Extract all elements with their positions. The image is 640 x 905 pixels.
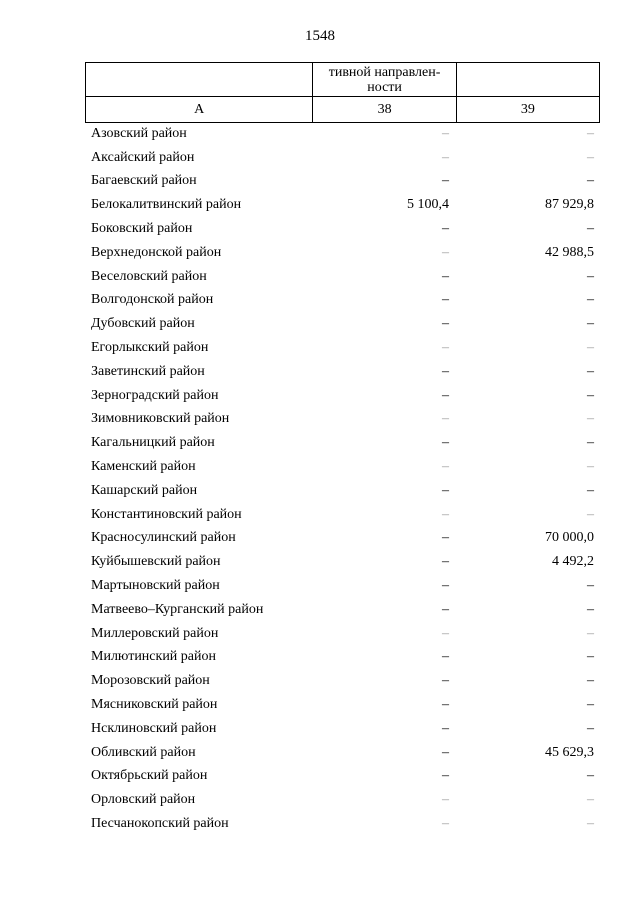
value-col-39: – bbox=[587, 292, 594, 308]
table-row bbox=[85, 455, 600, 479]
district-name: Боковский район bbox=[91, 221, 193, 237]
column-label-a: А bbox=[86, 97, 313, 123]
value-col-38: – bbox=[442, 697, 449, 713]
value-col-38: – bbox=[442, 601, 449, 617]
value-col-39: 4 492,2 bbox=[552, 554, 594, 570]
value-col-39: – bbox=[587, 578, 594, 594]
district-name: Веселовский район bbox=[91, 268, 207, 284]
district-name: Аксайский район bbox=[91, 149, 195, 165]
value-col-38: – bbox=[442, 173, 449, 189]
value-col-39: – bbox=[587, 482, 594, 498]
value-col-39: – bbox=[587, 125, 594, 141]
district-name: Орловский район bbox=[91, 792, 196, 808]
district-name: Кагальницкий район bbox=[91, 435, 215, 451]
district-name: Милютинский район bbox=[91, 649, 217, 665]
table-row bbox=[85, 265, 600, 289]
district-name: Зерноградский район bbox=[91, 387, 219, 403]
table-row bbox=[85, 788, 600, 812]
value-col-39: – bbox=[587, 411, 594, 427]
table-row bbox=[85, 217, 600, 241]
header-38-line1: тивной направлен- bbox=[328, 64, 441, 80]
district-name: Верхнедонской район bbox=[91, 244, 222, 260]
value-col-38: – bbox=[442, 149, 449, 165]
district-name: Октябрьский район bbox=[91, 768, 208, 784]
value-col-39: – bbox=[587, 625, 594, 641]
table-row bbox=[85, 765, 600, 789]
header-cell-38 bbox=[313, 63, 456, 97]
value-col-39: 87 929,8 bbox=[545, 197, 594, 213]
page-number: 1548 bbox=[305, 28, 335, 44]
table-row bbox=[85, 574, 600, 598]
value-col-38: 5 100,4 bbox=[407, 197, 449, 213]
value-col-38: – bbox=[442, 768, 449, 784]
header-cell-a bbox=[86, 63, 313, 97]
value-col-39: – bbox=[587, 768, 594, 784]
value-col-39: – bbox=[587, 649, 594, 665]
value-col-38: – bbox=[442, 221, 449, 237]
header-38-line2: ности bbox=[367, 79, 402, 95]
value-col-39: – bbox=[587, 268, 594, 284]
table-row bbox=[85, 550, 600, 574]
value-col-38: – bbox=[442, 316, 449, 332]
table-row bbox=[85, 241, 600, 265]
value-col-39: – bbox=[587, 221, 594, 237]
value-col-39: 70 000,0 bbox=[545, 530, 594, 546]
district-name: Обливский район bbox=[91, 744, 196, 760]
value-col-38: – bbox=[442, 435, 449, 451]
table-row bbox=[85, 312, 600, 336]
value-col-38: – bbox=[442, 792, 449, 808]
value-col-38: – bbox=[442, 649, 449, 665]
table-row bbox=[85, 669, 600, 693]
value-col-38: – bbox=[442, 482, 449, 498]
value-col-39: – bbox=[587, 316, 594, 332]
header-cell-39 bbox=[456, 63, 599, 97]
value-col-39: – bbox=[587, 506, 594, 522]
table-row bbox=[85, 384, 600, 408]
table-row bbox=[85, 122, 600, 146]
value-col-39: – bbox=[587, 149, 594, 165]
table-header bbox=[85, 62, 600, 123]
table-row bbox=[85, 193, 600, 217]
value-col-38: – bbox=[442, 363, 449, 379]
table-row bbox=[85, 360, 600, 384]
column-number-row bbox=[86, 97, 600, 123]
district-name: Багаевский район bbox=[91, 173, 197, 189]
table-row bbox=[85, 693, 600, 717]
district-name: Морозовский район bbox=[91, 673, 210, 689]
district-name: Волгодонской район bbox=[91, 292, 214, 308]
district-name: Дубовский район bbox=[91, 316, 195, 332]
table-row bbox=[85, 646, 600, 670]
district-name: Матвеево–Курганский район bbox=[91, 601, 264, 617]
value-col-38: – bbox=[442, 554, 449, 570]
district-name: Заветинский район bbox=[91, 363, 205, 379]
value-col-38: – bbox=[442, 744, 449, 760]
value-col-39: – bbox=[587, 340, 594, 356]
table-row bbox=[85, 527, 600, 551]
table-row bbox=[85, 289, 600, 313]
value-col-39: – bbox=[587, 720, 594, 736]
district-name: Куйбышевский район bbox=[91, 554, 221, 570]
value-col-38: – bbox=[442, 530, 449, 546]
value-col-39: – bbox=[587, 601, 594, 617]
value-col-38: – bbox=[442, 673, 449, 689]
value-col-39: – bbox=[587, 697, 594, 713]
district-name: Нсклиновский район bbox=[91, 720, 217, 736]
value-col-39: – bbox=[587, 387, 594, 403]
district-name: Егорлыкский район bbox=[91, 340, 209, 356]
value-col-38: – bbox=[442, 292, 449, 308]
value-col-39: 42 988,5 bbox=[545, 244, 594, 260]
table-row bbox=[85, 741, 600, 765]
header-row bbox=[86, 63, 600, 97]
table-row bbox=[85, 717, 600, 741]
value-col-38: – bbox=[442, 506, 449, 522]
value-col-38: – bbox=[442, 340, 449, 356]
district-table-body bbox=[85, 122, 600, 836]
table-row bbox=[85, 503, 600, 527]
value-col-38: – bbox=[442, 816, 449, 831]
table-row bbox=[85, 479, 600, 503]
value-col-38: – bbox=[442, 625, 449, 641]
district-name: Песчанокопский район bbox=[91, 816, 229, 831]
table-row bbox=[85, 146, 600, 170]
column-label-39: 39 bbox=[456, 97, 599, 123]
value-col-38: – bbox=[442, 411, 449, 427]
table-row bbox=[85, 408, 600, 432]
column-label-38: 38 bbox=[313, 97, 456, 123]
district-name: Азовский район bbox=[91, 125, 187, 141]
value-col-38: – bbox=[442, 459, 449, 475]
value-col-38: – bbox=[442, 125, 449, 141]
table-row bbox=[85, 812, 600, 836]
district-name: Красносулинский район bbox=[91, 530, 236, 546]
value-col-39: – bbox=[587, 673, 594, 689]
table-row bbox=[85, 336, 600, 360]
district-name: Кашарский район bbox=[91, 482, 198, 498]
district-name: Каменский район bbox=[91, 459, 196, 475]
value-col-39: – bbox=[587, 792, 594, 808]
value-col-38: – bbox=[442, 268, 449, 284]
district-name: Белокалитвинский район bbox=[91, 197, 242, 213]
table-row bbox=[85, 170, 600, 194]
value-col-39: – bbox=[587, 173, 594, 189]
value-col-38: – bbox=[442, 720, 449, 736]
value-col-38: – bbox=[442, 387, 449, 403]
value-col-38: – bbox=[442, 244, 449, 260]
district-name: Мясниковский район bbox=[91, 697, 218, 713]
table-row bbox=[85, 622, 600, 646]
value-col-39: – bbox=[587, 363, 594, 379]
value-col-38: – bbox=[442, 578, 449, 594]
table-row bbox=[85, 431, 600, 455]
value-col-39: 45 629,3 bbox=[545, 744, 594, 760]
value-col-39: – bbox=[587, 435, 594, 451]
district-name: Константиновский район bbox=[91, 506, 242, 522]
table-row bbox=[85, 598, 600, 622]
district-name: Мартыновский район bbox=[91, 578, 220, 594]
district-name: Зимовниковский район bbox=[91, 411, 230, 427]
district-name: Миллеровский район bbox=[91, 625, 219, 641]
value-col-39: – bbox=[587, 816, 594, 831]
value-col-39: – bbox=[587, 459, 594, 475]
